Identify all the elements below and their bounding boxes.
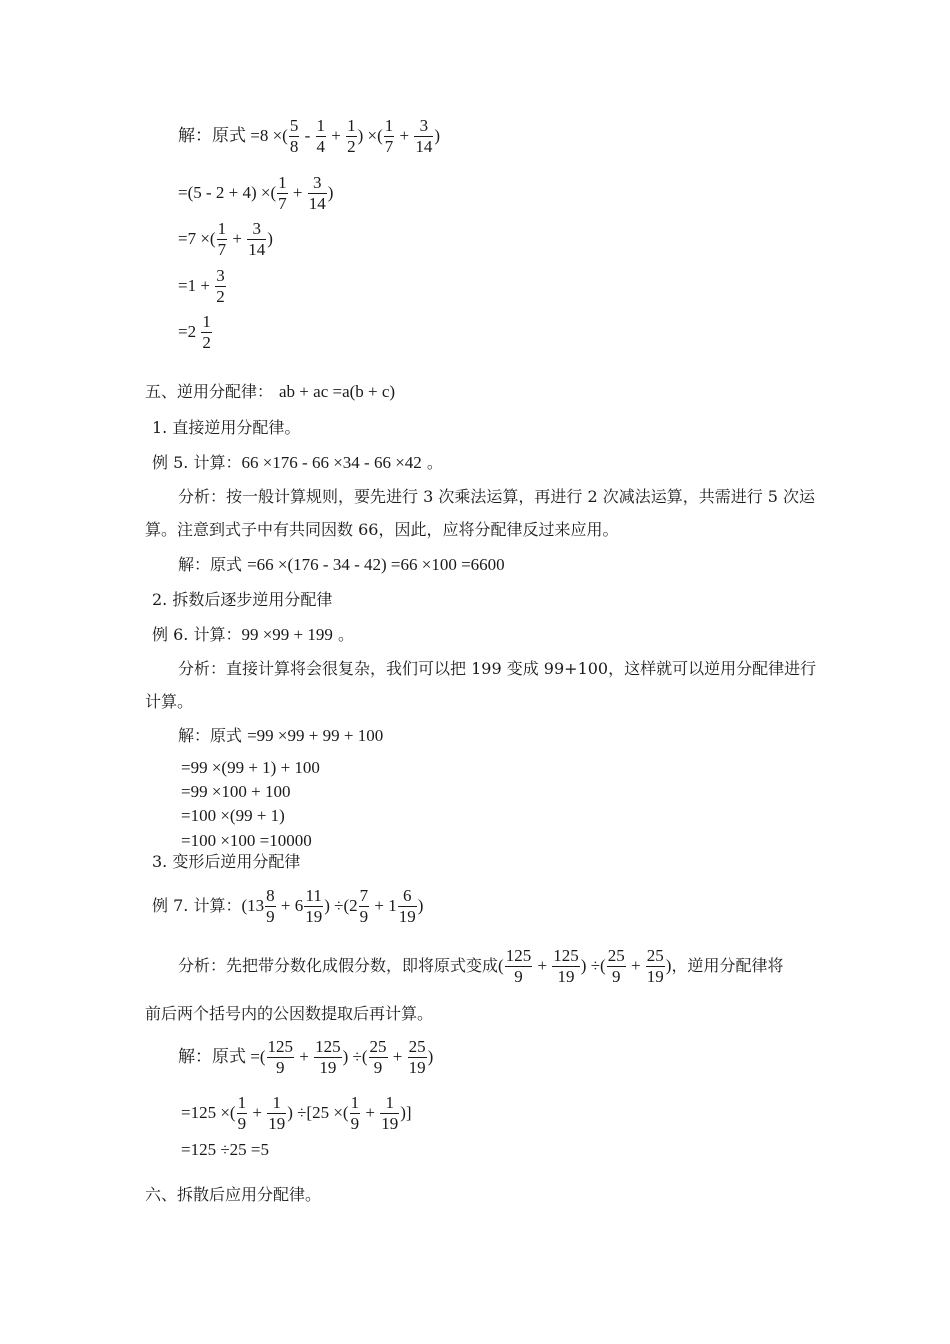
solution-7-line-3: =125 ÷25 =5 xyxy=(181,1140,270,1159)
numerator: 25 xyxy=(646,946,665,967)
fraction xyxy=(414,116,433,158)
numerator: 5 xyxy=(289,116,300,137)
example-label: 例 5. 计算： xyxy=(152,453,242,472)
text: (13 xyxy=(241,895,265,915)
text: =7 ×( xyxy=(178,228,216,248)
denominator: 2 xyxy=(347,137,356,157)
numerator: 125 xyxy=(552,946,580,967)
prev-solution-line-1 xyxy=(178,116,440,158)
fraction xyxy=(398,886,417,928)
subsection-1-title: 1. 直接逆用分配律。 xyxy=(152,418,301,437)
operator: + xyxy=(248,1102,267,1122)
numerator: 1 xyxy=(346,116,357,137)
numerator: 1 xyxy=(384,116,395,137)
fraction xyxy=(277,173,288,215)
fraction xyxy=(215,266,226,308)
fraction xyxy=(247,219,266,261)
denominator: 19 xyxy=(646,967,664,987)
operator: + 6 xyxy=(276,895,304,915)
numerator: 6 xyxy=(398,886,417,907)
text: ) ÷(2 xyxy=(324,895,358,915)
operator: + xyxy=(388,1046,407,1066)
denominator: 9 xyxy=(359,907,369,927)
analysis-6-line-1: 分析：直接计算将会很复杂，我们可以把 199 变成 99+100，这样就可以逆用分配律进行 xyxy=(178,659,817,678)
text: ) ÷( xyxy=(342,1046,368,1066)
expression: =99 ×99 + 99 + 100 xyxy=(247,726,384,745)
fraction xyxy=(350,1093,361,1135)
prev-solution-line-3 xyxy=(178,219,273,261)
expression: =66 ×(176 - 34 - 42) =66 ×100 =6600 xyxy=(247,555,505,574)
denominator: 14 xyxy=(248,240,266,260)
text: 解：原式 =( xyxy=(178,1046,266,1066)
solution-6-line-2: =99 ×(99 + 1) + 100 xyxy=(181,758,320,777)
denominator: 9 xyxy=(514,967,523,987)
numerator: 1 xyxy=(380,1093,399,1114)
numerator: 1 xyxy=(350,1093,361,1114)
numerator: 1 xyxy=(201,312,212,333)
example-5 xyxy=(152,454,443,471)
analysis-6-line-2: 计算。 xyxy=(145,692,194,711)
numerator: 1 xyxy=(217,219,228,240)
denominator: 9 xyxy=(373,1058,383,1078)
text: 分析：先把带分数化成假分数，即将原式变成 xyxy=(178,955,499,975)
example-label: 例 6. 计算： xyxy=(152,625,242,644)
text: ) ÷( xyxy=(580,955,606,975)
solution-6-line-5: =100 ×100 =10000 xyxy=(181,831,312,850)
fraction xyxy=(552,946,580,988)
example-6 xyxy=(152,626,354,643)
solution-7-line-1 xyxy=(178,1037,433,1079)
numerator: 8 xyxy=(265,886,276,907)
denominator: 9 xyxy=(237,1114,247,1134)
prev-solution-line-2 xyxy=(178,173,333,215)
fraction xyxy=(346,116,357,158)
operator: - xyxy=(300,125,315,145)
fraction xyxy=(369,1037,388,1079)
fraction xyxy=(308,173,327,215)
text: ( xyxy=(498,955,504,975)
denominator: 19 xyxy=(408,1058,426,1078)
fraction xyxy=(380,1093,399,1135)
text: ) xyxy=(327,182,334,202)
fraction xyxy=(607,946,626,988)
prev-solution-line-5 xyxy=(178,312,213,354)
denominator: 19 xyxy=(398,907,416,927)
numerator: 25 xyxy=(369,1037,388,1058)
operator: + xyxy=(533,955,552,975)
text: ，逆用分配律将 xyxy=(671,955,784,975)
numerator: 7 xyxy=(359,886,370,907)
analysis-7-line-2: 前后两个括号内的公因数提取后再计算。 xyxy=(145,1004,434,1023)
numerator: 125 xyxy=(505,946,533,967)
text: ) xyxy=(427,1046,434,1066)
numerator: 3 xyxy=(215,266,226,287)
prev-solution-line-4 xyxy=(178,266,227,308)
denominator: 9 xyxy=(276,1058,285,1078)
numerator: 11 xyxy=(304,886,323,907)
analysis-5-line-2: 算。注意到式子中有共同因数 66，因此，应将分配律反过来应用。 xyxy=(145,520,619,539)
fraction xyxy=(265,886,276,928)
fraction xyxy=(267,1093,286,1135)
fraction xyxy=(267,1037,295,1079)
denominator: 19 xyxy=(381,1114,399,1134)
fraction xyxy=(359,886,370,928)
numerator: 3 xyxy=(247,219,266,240)
expression: 99 ×99 + 199 xyxy=(241,625,333,644)
fraction xyxy=(314,1037,342,1079)
text: ) ×( xyxy=(357,125,383,145)
expression: 66 ×176 - 66 ×34 - 66 ×42 xyxy=(241,453,422,472)
numerator: 1 xyxy=(237,1093,248,1114)
operator: + xyxy=(361,1102,380,1122)
operator: + 1 xyxy=(370,895,397,915)
text: ) xyxy=(665,955,672,975)
fraction xyxy=(316,116,327,158)
solution-6-line-4: =100 ×(99 + 1) xyxy=(181,806,285,825)
numerator: 1 xyxy=(277,173,288,194)
subsection-2-title: 2. 拆数后逐步逆用分配律 xyxy=(152,590,333,609)
text: 。 xyxy=(332,625,354,644)
subsection-3-title: 3. 变形后逆用分配律 xyxy=(152,852,301,871)
denominator: 2 xyxy=(202,333,211,353)
analysis-5-line-1: 分析：按一般计算规则，要先进行 3 次乘法运算，再进行 2 次减法运算，共需进行 5 次运 xyxy=(178,487,816,506)
operator: + xyxy=(295,1046,314,1066)
fraction xyxy=(384,116,395,158)
numerator: 3 xyxy=(414,116,433,137)
expression xyxy=(241,886,424,927)
fraction xyxy=(304,886,323,928)
text: ) ÷[25 ×( xyxy=(287,1102,349,1122)
numerator: 1 xyxy=(316,116,327,137)
denominator: 7 xyxy=(217,240,227,260)
section-6-heading: 六、拆散后应用分配律。 xyxy=(145,1185,322,1204)
numerator: 25 xyxy=(408,1037,427,1058)
expression xyxy=(498,946,672,987)
denominator: 19 xyxy=(319,1058,337,1078)
fraction xyxy=(505,946,533,988)
example-7 xyxy=(152,886,423,928)
expression xyxy=(181,1093,412,1134)
text: =1 + xyxy=(178,275,215,295)
denominator: 19 xyxy=(305,907,323,927)
expression xyxy=(178,1037,434,1078)
denominator: 2 xyxy=(216,287,225,307)
denominator: 19 xyxy=(557,967,575,987)
denominator: 14 xyxy=(415,137,433,157)
text: ) xyxy=(434,125,441,145)
text: ) xyxy=(267,228,273,248)
numerator: 1 xyxy=(267,1093,286,1114)
solution-label: 解：原式 xyxy=(178,726,248,745)
text: =(5 - 2 + 4) ×( xyxy=(178,182,277,202)
numerator: 25 xyxy=(607,946,626,967)
denominator: 4 xyxy=(316,137,326,157)
operator: + xyxy=(626,955,645,975)
operator: + xyxy=(288,182,307,202)
heading-text: 五、逆用分配律： xyxy=(145,382,274,401)
section-5-heading xyxy=(145,383,395,400)
solution-5 xyxy=(178,556,505,573)
text: =2 xyxy=(178,321,201,341)
text: 。 xyxy=(421,453,443,472)
denominator: 7 xyxy=(278,194,287,214)
analysis-7-line-1 xyxy=(178,946,783,988)
numerator: 125 xyxy=(314,1037,342,1058)
text: ) xyxy=(417,895,424,915)
formula: ab + ac =a(b + c) xyxy=(279,382,396,401)
denominator: 7 xyxy=(384,137,394,157)
fraction xyxy=(217,219,228,261)
numerator: 125 xyxy=(267,1037,295,1058)
fraction xyxy=(408,1037,427,1079)
example-label: 例 7. 计算： xyxy=(152,895,242,915)
operator: + xyxy=(228,228,247,248)
solution-6-line-1 xyxy=(178,727,383,744)
denominator: 8 xyxy=(289,137,299,157)
denominator: 9 xyxy=(611,967,621,987)
solution-6-line-3: =99 ×100 + 100 xyxy=(181,782,291,801)
denominator: 19 xyxy=(268,1114,286,1134)
text: )] xyxy=(400,1102,412,1122)
fraction xyxy=(237,1093,248,1135)
operator: + xyxy=(395,125,414,145)
text: =125 ×( xyxy=(181,1102,236,1122)
fraction xyxy=(289,116,300,158)
fraction xyxy=(201,312,212,354)
numerator: 3 xyxy=(308,173,327,194)
solution-7-line-2 xyxy=(181,1093,412,1135)
text: 解：原式 =8 ×( xyxy=(178,125,288,145)
denominator: 9 xyxy=(350,1114,360,1134)
solution-label: 解：原式 xyxy=(178,555,248,574)
denominator: 9 xyxy=(266,907,275,927)
operator: + xyxy=(327,125,346,145)
fraction xyxy=(646,946,665,988)
denominator: 14 xyxy=(308,194,326,214)
